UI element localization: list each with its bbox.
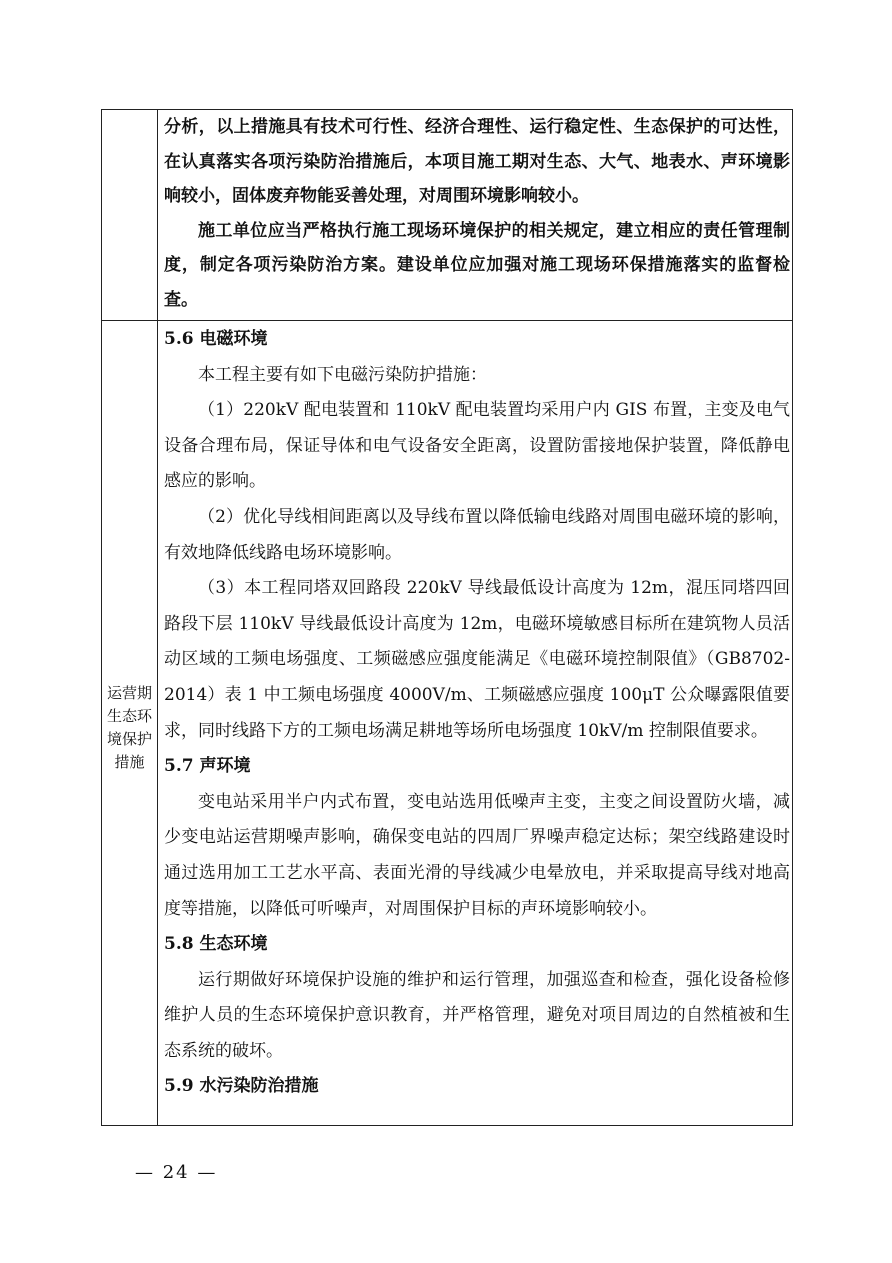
ecology-paragraph: 运行期做好环境保护设施的维护和运行管理，加强巡查和检查，强化设备检修维护人员的生态环境保护意识教育，并严格管理，避免对项目周边的自然植被和生态系统的破坏。 [164, 969, 790, 1061]
supervision-paragraph: 施工单位应当严格执行施工现场环境保护的相关规定，建立相应的责任管理制度，制定各项污染防治方案。建设单位应加强对施工现场环保措施落实的监督检查。 [164, 220, 790, 310]
row-label-line-4: 措施 [114, 753, 145, 771]
em-measure-2: （2）优化导线相间距离以及导线布置以降低输电线路对周围电磁环境的影响，有效地降低线路电场环境影响。 [164, 506, 790, 563]
measures-table [101, 109, 793, 1126]
row-label-line-2: 生态环 [106, 707, 152, 725]
noise-paragraph: 变电站采用半户内式布置，变电站选用低噪声主变，主变之间设置防火墙，减少变电站运营期噪声影响，确保变电站的四周厂界噪声稳定达标；架空线路建设时通过选用加工工艺水平高、表面光滑的导线减少电晕放电，并采取提高导线对地高度等措施，以降低可听噪声，对周围保护目标的声环境影响较小。 [164, 791, 790, 919]
section-heading-5-9: 5.9 水污染防治措施 [164, 1076, 319, 1097]
row-label-line-1: 运营期 [106, 684, 152, 702]
section-heading-5-7: 5.7 声环境 [164, 756, 251, 777]
page-number: — 24 — [135, 1162, 218, 1183]
summary-paragraph: 分析，以上措施具有技术可行性、经济合理性、运行稳定性、生态保护的可达性，在认真落实各项污染防治措施后，本项目施工期对生态、大气、地表水、声环境影响较小，固体废弃物能妥善处理，对周围环境影响较小。 [164, 117, 790, 206]
em-measure-1: （1）220kV 配电装置和 110kV 配电装置均采用户内 GIS 布置，主变及电气设备合理布局，保证导体和电气设备安全距离，设置防雷接地保护装置，降低静电感应的影响。 [164, 400, 790, 492]
construction-summary-cell [164, 110, 790, 317]
em-intro-paragraph: 本工程主要有如下电磁污染防护措施： [198, 364, 487, 385]
row-label-line-3: 境保护 [106, 730, 152, 748]
em-measure-3: （3）本工程同塔双回路段 220kV 导线最低设计高度为 12m，混压同塔四回路段下层 110kV 导线最低设计高度为 12m，电磁环境敏感目标所在建筑物人员活动区域的工频电场强度、工频磁感应强度能满足《电磁环境控制限值》（GB8702-2014）表 1 中工频电场强度 4000V/m、工频磁感应强度 100μT 公众曝露限值要求，同时线路下方的工频电场满足耕地等场所电场强度 10kV/m 控制限值要求。 [164, 578, 790, 741]
row-divider [102, 320, 792, 321]
column-divider [157, 110, 158, 1125]
section-heading-5-6: 5.6 电磁环境 [164, 329, 268, 349]
operation-measures-cell [164, 322, 790, 1105]
row-label-operation-measures [102, 682, 157, 774]
section-heading-5-8: 5.8 生态环境 [164, 934, 268, 955]
